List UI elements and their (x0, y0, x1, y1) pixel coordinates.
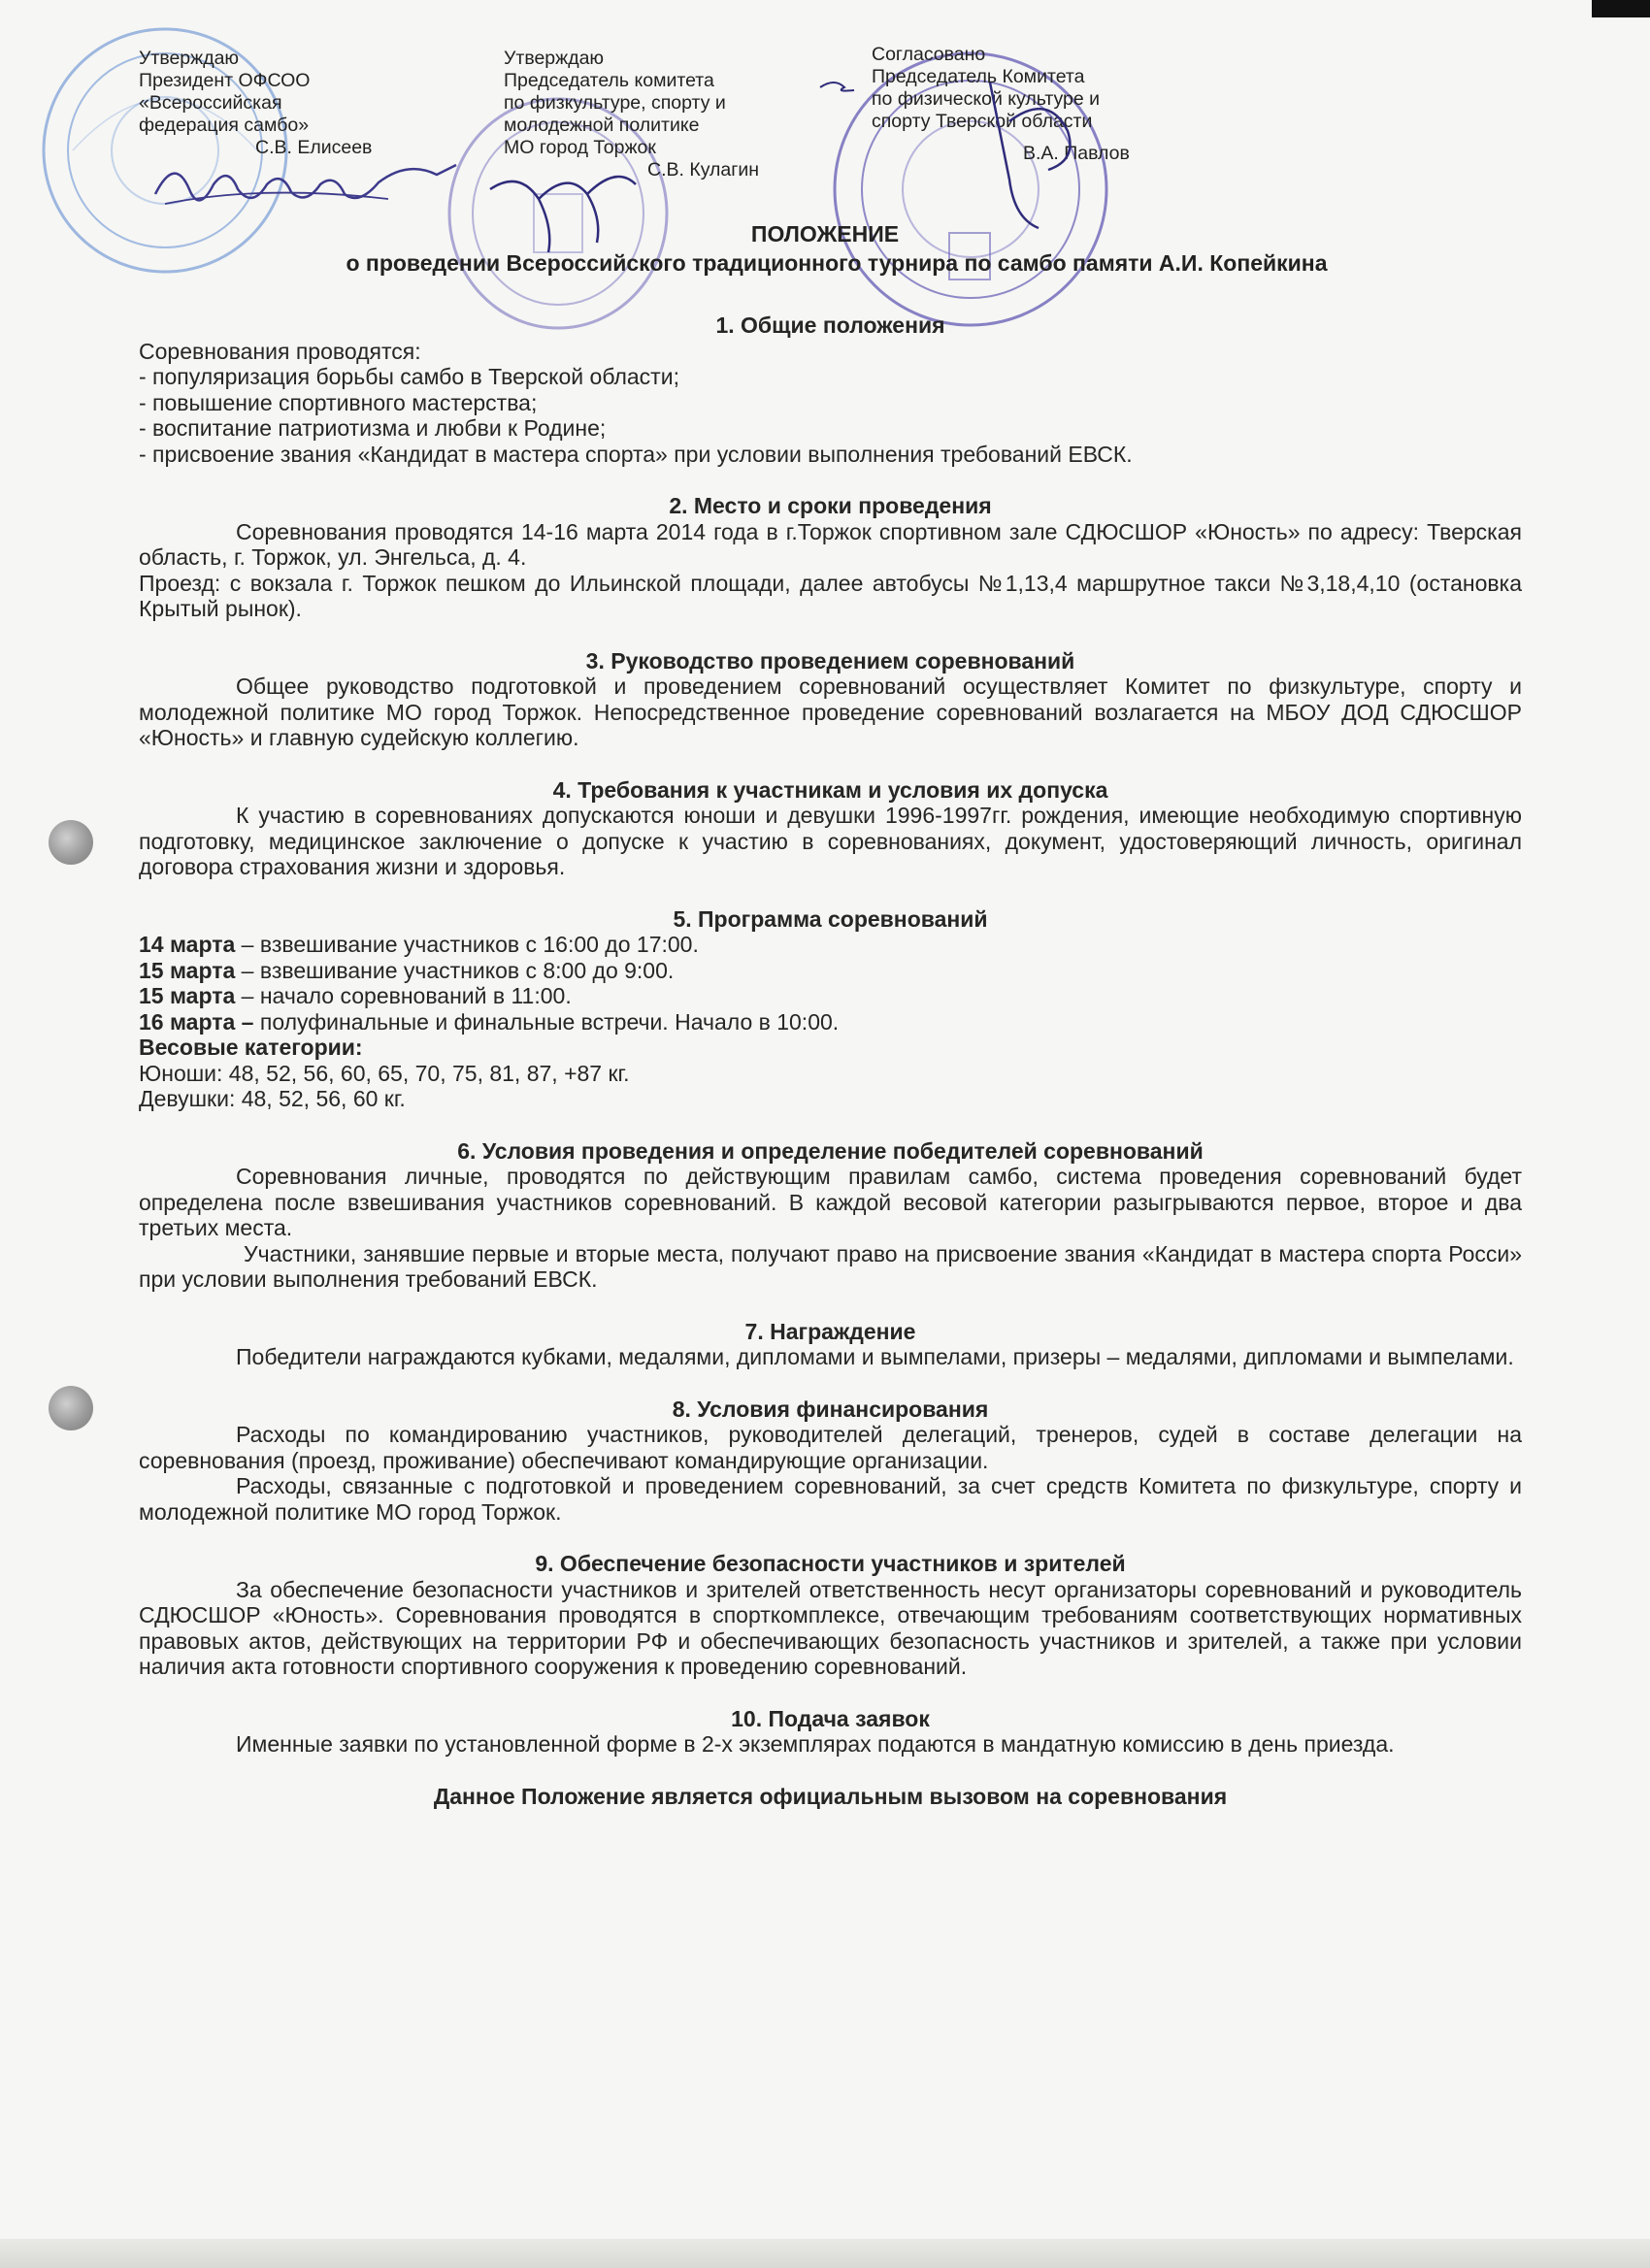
approval-line: Председатель Комитета (872, 66, 1085, 87)
paragraph: Общее руководство подготовкой и проведением соревнований осуществляет Комитет по физкультуре, спорту и молодежной политике МО город Торжок. Непосредственное проведение соревнований возлагается на МБОУ ДОД СДЮСШОР «Юность» и главную судейскую коллегию. (139, 674, 1522, 750)
schedule-date: 15 марта (139, 957, 236, 983)
scan-edge (0, 2239, 1650, 2268)
signer-name: С.В. Елисеев (255, 137, 373, 158)
schedule-text: – начало соревнований в 11:00. (235, 983, 572, 1008)
weight-categories-label (139, 1035, 1522, 1061)
document-title: ПОЛОЖЕНИЕ (750, 221, 900, 247)
signer-name: С.В. Кулагин (647, 159, 760, 181)
document-subtitle: о проведении Всероссийского традиционного турнира по самбо памяти А.И. Копейкина (346, 250, 1328, 276)
approval-line: «Всероссийская (139, 92, 282, 114)
paragraph: К участию в соревнованиях допускаются юноши и девушки 1996-1997гг. рождения, имеющие необходимую спортивную подготовку, медицинское заключение о допуске к участию в соревнованиях, документ, удостоверяющий личность, оригинал договора страхования жизни и здоровья. (139, 803, 1522, 879)
approval-line: по физической культуре и (872, 88, 1101, 110)
weight-categories-girls: Девушки: 48, 52, 56, 60 кг. (139, 1086, 406, 1111)
approval-line: Согласовано (872, 44, 986, 65)
section-heading: 5. Программа соревнований (673, 905, 988, 932)
schedule-date: 14 марта (139, 932, 236, 957)
signer-name: В.А. Павлов (1023, 143, 1130, 164)
schedule-text: – взвешивание участников с 8:00 до 9:00. (235, 957, 675, 983)
schedule-text: – взвешивание участников с 16:00 до 17:00. (235, 932, 699, 957)
punch-hole (49, 1386, 93, 1430)
approval-line: Президент ОФСОО (139, 70, 311, 91)
schedule-item (139, 932, 1522, 958)
closing-statement: Данное Положение является официальным вызовом на соревнования (433, 1783, 1228, 1809)
list-item: - повышение спортивного мастерства; (139, 389, 538, 415)
punch-hole (49, 820, 93, 865)
list-item: - присвоение звания «Кандидат в мастера спорта» при условии выполнения требований ЕВСК. (139, 441, 1133, 467)
paragraph: Соревнования личные, проводятся по действующим правилам самбо, система проведения соревнований будет определена после взвешивания участников соревнований. В каждой весовой категории разыгрываются первое, второе и два третьих места. (139, 1164, 1522, 1240)
section-heading: 1. Общие положения (715, 312, 945, 338)
approval-line: МО город Торжок (504, 137, 656, 158)
schedule-text: полуфинальные и финальные встречи. Начало в 10:00. (253, 1008, 840, 1035)
section-heading: 4. Требования к участникам и условия их допуска (552, 776, 1108, 803)
schedule-item (139, 983, 1522, 1009)
paragraph: Участники, занявшие первые и вторые места, получают право на присвоение звания «Кандидат в мастера спорта Росси» при условии выполнения требований ЕВСК. (139, 1240, 1522, 1292)
section-heading: 10. Подача заявок (731, 1705, 930, 1731)
scan-edge (1592, 0, 1650, 17)
weight-categories-heading: Весовые категории: (139, 1035, 363, 1060)
paragraph: Именные заявки по установленной форме в 2-х экземплярах подаются в мандатную комиссию в день приезда. (236, 1731, 1395, 1757)
section-heading: 2. Место и сроки проведения (669, 493, 992, 518)
schedule-item (139, 958, 1522, 984)
approval-block-federation (139, 48, 372, 159)
section-heading: 7. Награждение (744, 1318, 916, 1344)
schedule-item (139, 1009, 1522, 1035)
section-heading: 6. Условия проведения и определение победителей соревнований (457, 1137, 1204, 1164)
document-body (139, 312, 1522, 1809)
approval-line: федерация самбо» (139, 115, 310, 136)
approval-line: Утверждаю (504, 48, 605, 69)
paragraph: За обеспечение безопасности участников и зрителей ответственность несут организаторы соревнований и руководитель СДЮСШОР «Юность». Соревнования проводятся в спорткомплексе, отвечающим требованиям соответствующих нормативных правовых актов, действующих на территории РФ и обеспечивающих безопасность участников и зрителей, а также при условии наличия акта готовности спортивного сооружения к проведению соревнований. (139, 1576, 1522, 1679)
paragraph: Победители награждаются кубками, медалями, дипломами и вымпелами, призеры – медалями, дипломами и вымпелами. (236, 1344, 1514, 1369)
paragraph: Соревнования проводятся 14-16 марта 2014 года в г.Торжок спортивном зале СДЮСШОР «Юность» по адресу: Тверская область, г. Торжок, ул. Энгельса, д. 4. (139, 518, 1522, 570)
approval-line: Председатель комитета (504, 70, 714, 91)
handwritten-signature (146, 146, 466, 223)
section-heading: 9. Обеспечение безопасности участников и зрителей (535, 1551, 1126, 1576)
approval-line: Утверждаю (139, 48, 240, 69)
paragraph: Расходы по командированию участников, руководителей делегаций, тренеров, судей в составе делегации на соревнования (проезд, проживание) обеспечивают командирующие организации. (139, 1422, 1522, 1473)
list-item: - воспитание патриотизма и любви к Родине; (139, 415, 607, 441)
paragraph: Соревнования проводятся: (139, 338, 421, 364)
paragraph: Проезд: с вокзала г. Торжок пешком до Ильинской площади, далее автобусы №1,13,4 маршрутное такси №3,18,4,10 (остановка Крытый рынок). (139, 570, 1522, 621)
approval-line: молодежной политике (504, 115, 700, 136)
paragraph: Расходы, связанные с подготовкой и проведением соревнований, за счет средств Комитета по физкультуре, спорту и молодежной политике МО город Торжок. (139, 1473, 1522, 1525)
weight-categories-boys: Юноши: 48, 52, 56, 60, 65, 70, 75, 81, 87, +87 кг. (139, 1060, 630, 1086)
section-heading: 8. Условия финансирования (672, 1396, 989, 1422)
section-heading: 3. Руководство проведением соревнований (585, 647, 1075, 674)
schedule-date: 16 марта – (139, 1008, 254, 1035)
list-item: - популяризация борьбы самбо в Тверской области; (139, 364, 679, 389)
approval-line: по физкультуре, спорту и (504, 92, 726, 114)
approval-line: спорту Тверской области (872, 111, 1093, 132)
handwritten-signature (815, 73, 1136, 238)
schedule-date: 15 марта (139, 983, 236, 1008)
